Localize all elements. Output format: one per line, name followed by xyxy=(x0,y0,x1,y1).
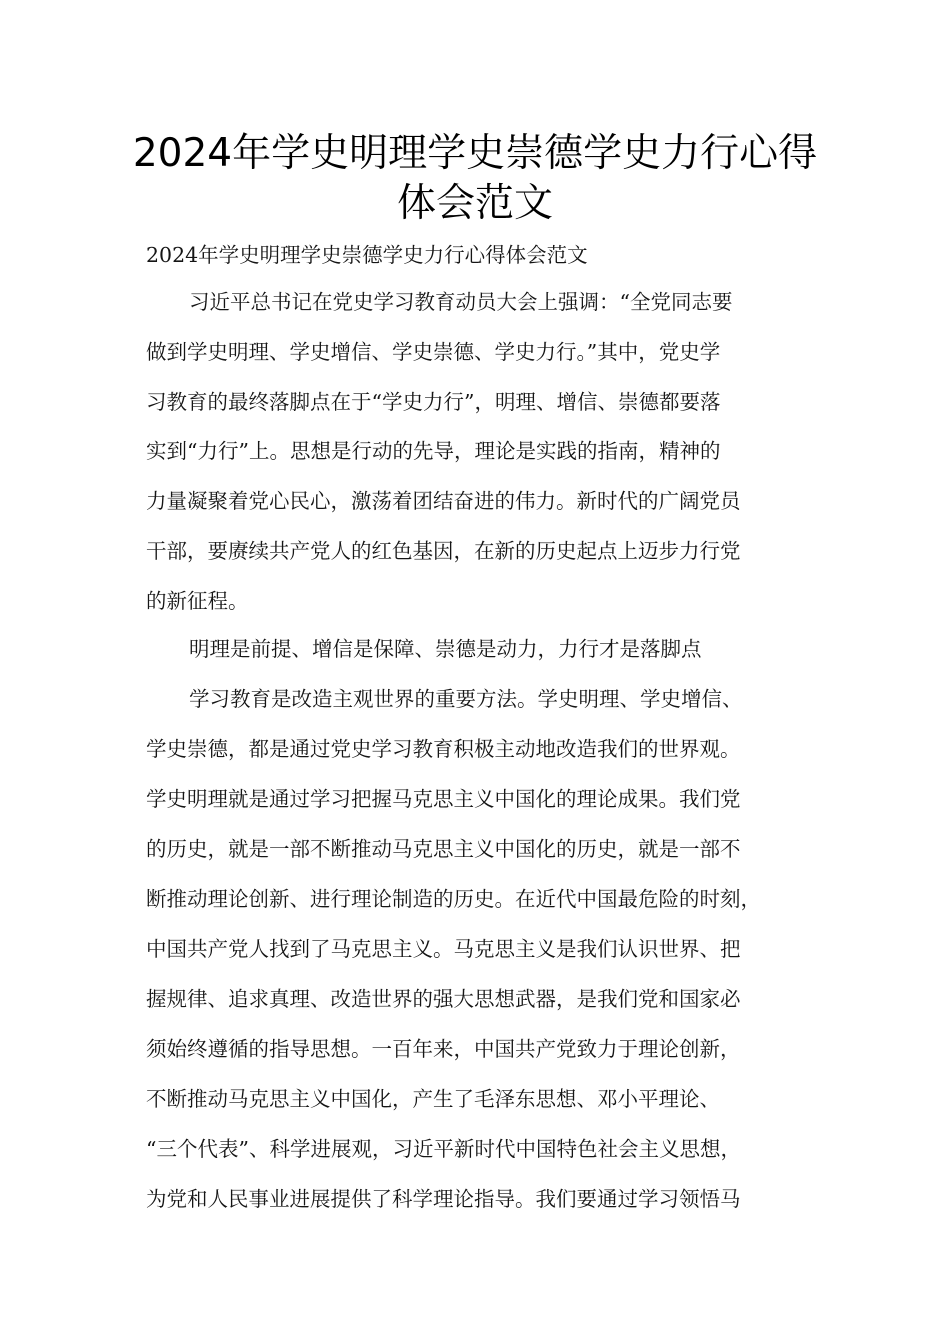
paragraph-line: 须始终遵循的指导思想。一百年来，中国共产党致力于理论创新， xyxy=(146,1037,741,1061)
paragraph-line: 习近平总书记在党史学习教育动员大会上强调：“全党同志要 xyxy=(189,290,733,314)
document-subtitle: 2024年学史明理学史崇德学史力行心得体会范文 xyxy=(146,243,588,267)
paragraph-line: 干部，要赓续共产党人的红色基因，在新的历史起点上迈步力行党 xyxy=(146,539,741,563)
document-title-line-2: 体会范文 xyxy=(396,181,553,226)
paragraph-line: 学史明理就是通过学习把握马克思主义中国化的理论成果。我们党 xyxy=(146,787,741,811)
paragraph-line: 断推动理论创新、进行理论制造的历史。在近代中国最危险的时刻， xyxy=(146,887,761,911)
paragraph-line: 的新征程。 xyxy=(146,589,249,613)
paragraph-line: 握规律、追求真理、改造世界的强大思想武器，是我们党和国家必 xyxy=(146,987,741,1011)
paragraph-line: 学习教育是改造主观世界的重要方法。学史明理、学史增信、 xyxy=(189,687,743,711)
paragraph-line: 为党和人民事业进展提供了科学理论指导。我们要通过学习领悟马 xyxy=(146,1187,741,1211)
paragraph-line: 的历史，就是一部不断推动马克思主义中国化的历史，就是一部不 xyxy=(146,837,741,861)
paragraph-line: “三个代表”、科学进展观，习近平新时代中国特色社会主义思想， xyxy=(146,1137,741,1161)
paragraph-line: 中国共产党人找到了马克思主义。马克思主义是我们认识世界、把 xyxy=(146,937,741,961)
paragraph-line: 实到“力行”上。思想是行动的先导，理论是实践的指南，精神的 xyxy=(146,439,721,463)
section-heading: 明理是前提、增信是保障、崇德是动力，力行才是落脚点 xyxy=(189,637,702,661)
paragraph-line: 力量凝聚着党心民心，激荡着团结奋进的伟力。新时代的广阔党员 xyxy=(146,489,741,513)
paragraph-line: 学史崇德，都是通过党史学习教育积极主动地改造我们的世界观。 xyxy=(146,737,741,761)
document-title-line-1: 2024年学史明理学史崇德学史力行心得 xyxy=(132,131,818,176)
paragraph-line: 习教育的最终落脚点在于“学史力行”，明理、增信、崇德都要落 xyxy=(146,390,721,414)
paragraph-line: 不断推动马克思主义中国化，产生了毛泽东思想、邓小平理论、 xyxy=(146,1087,720,1111)
paragraph-line: 做到学史明理、学史增信、学史崇德、学史力行。”其中，党史学 xyxy=(146,340,721,364)
